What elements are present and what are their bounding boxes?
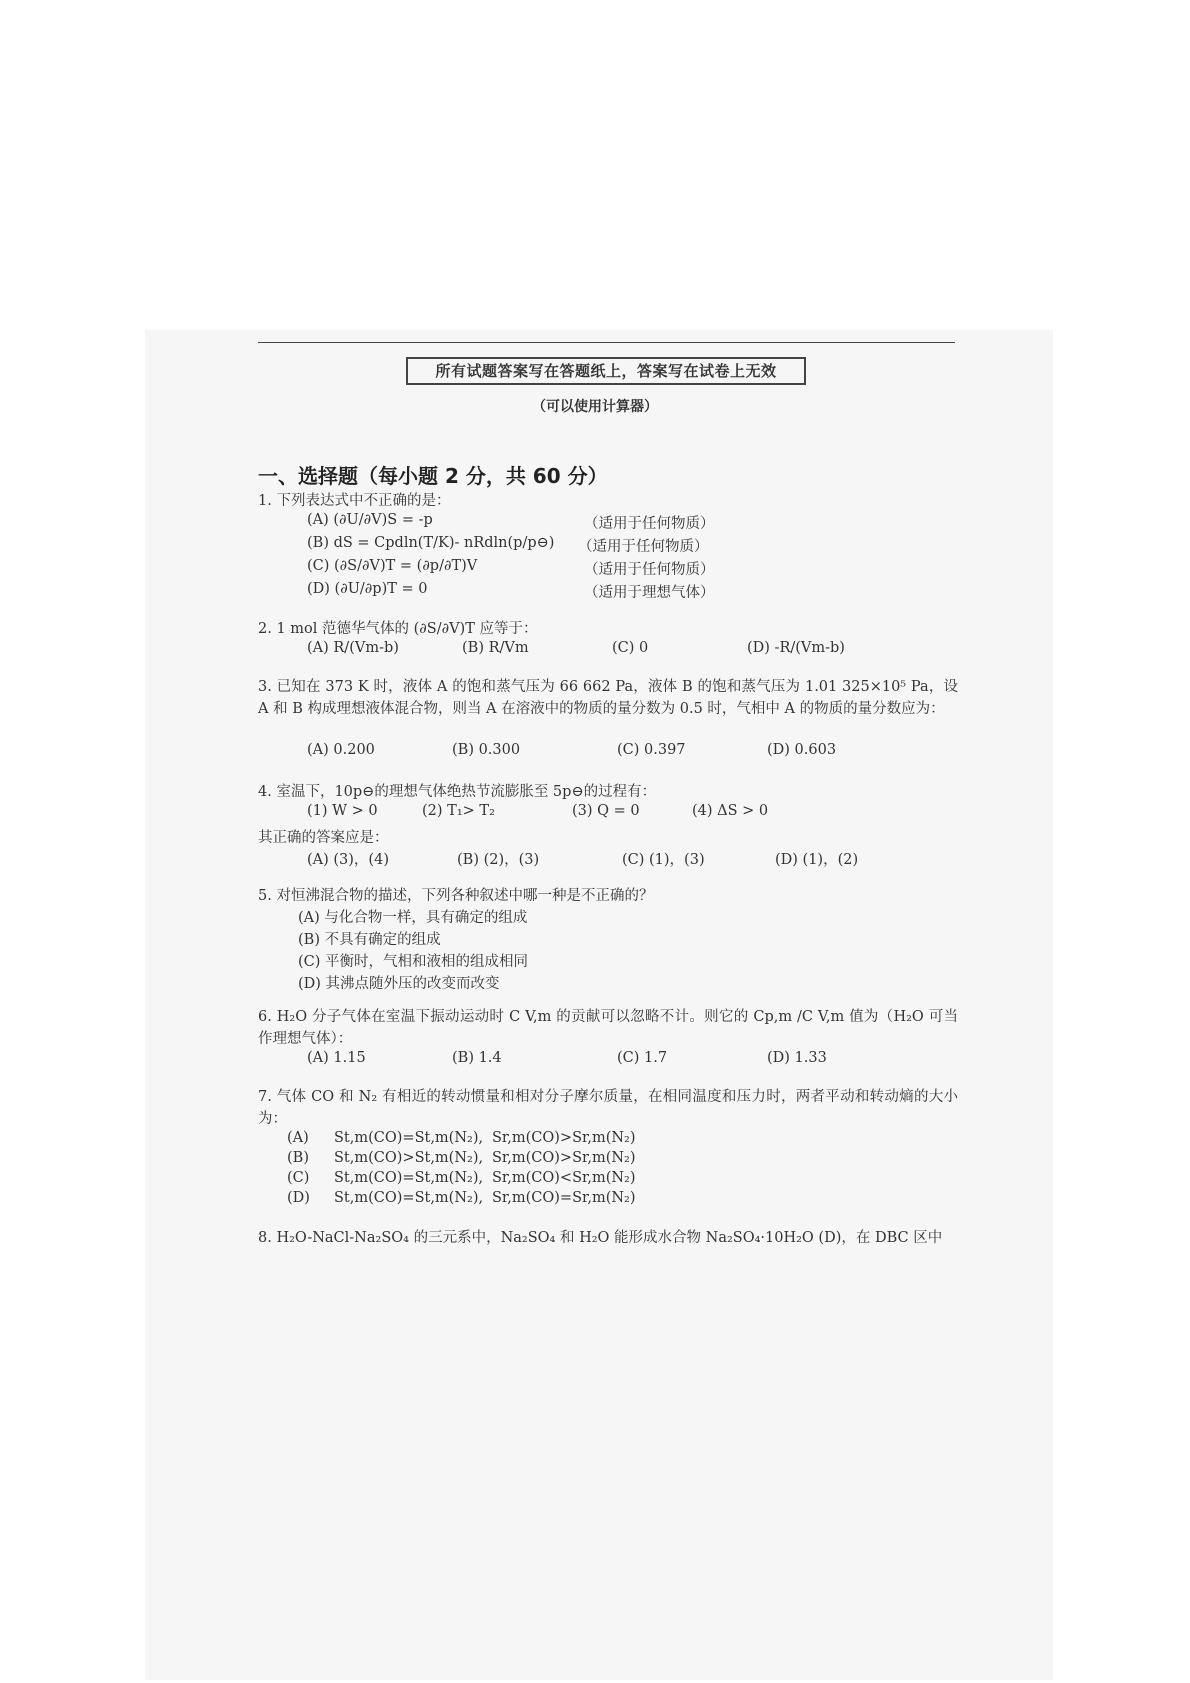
question-3-option-a: (A) 0.200	[307, 742, 375, 758]
top-rule	[258, 342, 955, 343]
question-4-condition-4: (4) ΔS > 0	[692, 803, 769, 819]
question-1-option-d-note: （适用于理想气体）	[584, 585, 715, 601]
question-2-option-b: (B) R/Vm	[462, 640, 529, 656]
exam-notice-box: 所有试题答案写在答题纸上，答案写在试卷上无效	[406, 357, 806, 385]
option-letter: (A)	[287, 1130, 309, 1146]
section-title: 一、选择题（每小题 2 分，共 60 分）	[258, 464, 608, 488]
question-4-condition-2: (2) T₁> T₂	[422, 803, 495, 819]
question-6-option-a: (A) 1.15	[307, 1050, 366, 1066]
rotational-entropy: Sr,m(CO)=Sr,m(N₂)	[492, 1190, 636, 1206]
question-6-option-d: (D) 1.33	[767, 1050, 827, 1066]
option-letter: (D)	[287, 1190, 310, 1206]
translational-entropy: St,m(CO)=St,m(N₂),	[334, 1170, 484, 1186]
question-2-stem: 2. 1 mol 范德华气体的 (∂S/∂V)T 应等于：	[258, 621, 538, 637]
question-6-stem: 6. H₂O 分子气体在室温下振动运动时 C V,m 的贡献可以忽略不计。则它的 Cp,m /C V,m 值为（H₂O 可当作理想气体）：	[258, 1009, 958, 1047]
question-1-option-b-note: （适用于任何物质）	[578, 539, 709, 555]
question-1-stem: 1. 下列表达式中不正确的是：	[258, 493, 451, 509]
option-letter: (C)	[287, 1170, 310, 1186]
question-5-option-c: (C) 平衡时，气相和液相的组成相同	[298, 954, 529, 970]
question-8-stem: 8. H₂O-NaCl-Na₂SO₄ 的三元系中，Na₂SO₄ 和 H₂O 能形成水合物 Na₂SO₄·10H₂O (D)，在 DBC 区中	[258, 1230, 943, 1246]
question-1-option-a-note: （适用于任何物质）	[584, 516, 715, 532]
question-4-condition-3: (3) Q = 0	[572, 803, 640, 819]
question-1-option-b: (B) dS = Cpdln(T/K)- nRdln(p/p⊖)	[307, 535, 555, 551]
question-2-option-d: (D) -R/(Vm-b)	[747, 640, 845, 656]
question-5-option-d: (D) 其沸点随外压的改变而改变	[298, 976, 500, 992]
question-3-option-d: (D) 0.603	[767, 742, 837, 758]
question-5-option-b: (B) 不具有确定的组成	[298, 932, 441, 948]
calculator-note: （可以使用计算器）	[532, 399, 658, 415]
option-letter: (B)	[287, 1150, 309, 1166]
question-4-option-c: (C) (1)，(3)	[622, 852, 705, 868]
translational-entropy: St,m(CO)=St,m(N₂),	[334, 1190, 484, 1206]
question-1-option-c-note: （适用于任何物质）	[584, 562, 715, 578]
question-3-stem: 3. 已知在 373 K 时，液体 A 的饱和蒸气压为 66 662 Pa，液体 B 的饱和蒸气压为 1.01 325×10⁵ Pa，设 A 和 B 构成理想液体混合物，则当 A 在溶液中的物质的量分数为 0.5 时，气相中 A 的物质的量分数应为：	[258, 679, 958, 717]
question-3-option-c: (C) 0.397	[617, 742, 686, 758]
question-3-option-b: (B) 0.300	[452, 742, 521, 758]
question-5-stem: 5. 对恒沸混合物的描述，下列各种叙述中哪一种是不正确的？	[258, 888, 654, 904]
question-6-option-b: (B) 1.4	[452, 1050, 502, 1066]
question-5-option-a: (A) 与化合物一样，具有确定的组成	[298, 910, 528, 926]
question-4-option-d: (D) (1)，(2)	[775, 852, 859, 868]
question-4-stem: 4. 室温下，10p⊖的理想气体绝热节流膨胀至 5p⊖的过程有：	[258, 784, 657, 800]
question-4-prompt: 其正确的答案应是：	[258, 830, 389, 846]
question-7-stem: 7. 气体 CO 和 N₂ 有相近的转动惯量和相对分子摩尔质量，在相同温度和压力时，两者平动和转动熵的大小为：	[258, 1089, 958, 1127]
question-4-option-a: (A) (3)，(4)	[307, 852, 389, 868]
question-4-option-b: (B) (2)，(3)	[457, 852, 540, 868]
question-1-option-c: (C) (∂S/∂V)T = (∂p/∂T)V	[307, 558, 478, 574]
question-1-option-a: (A) (∂U/∂V)S = -p	[307, 512, 433, 528]
question-6-option-c: (C) 1.7	[617, 1050, 668, 1066]
question-2-option-a: (A) R/(Vm-b)	[307, 640, 399, 656]
rotational-entropy: Sr,m(CO)>Sr,m(N₂)	[492, 1150, 636, 1166]
rotational-entropy: Sr,m(CO)>Sr,m(N₂)	[492, 1130, 636, 1146]
rotational-entropy: Sr,m(CO)<Sr,m(N₂)	[492, 1170, 636, 1186]
question-4-condition-1: (1) W > 0	[307, 803, 378, 819]
question-1-option-d: (D) (∂U/∂p)T = 0	[307, 581, 428, 597]
translational-entropy: St,m(CO)>St,m(N₂),	[334, 1150, 484, 1166]
question-2-option-c: (C) 0	[612, 640, 649, 656]
translational-entropy: St,m(CO)=St,m(N₂),	[334, 1130, 484, 1146]
